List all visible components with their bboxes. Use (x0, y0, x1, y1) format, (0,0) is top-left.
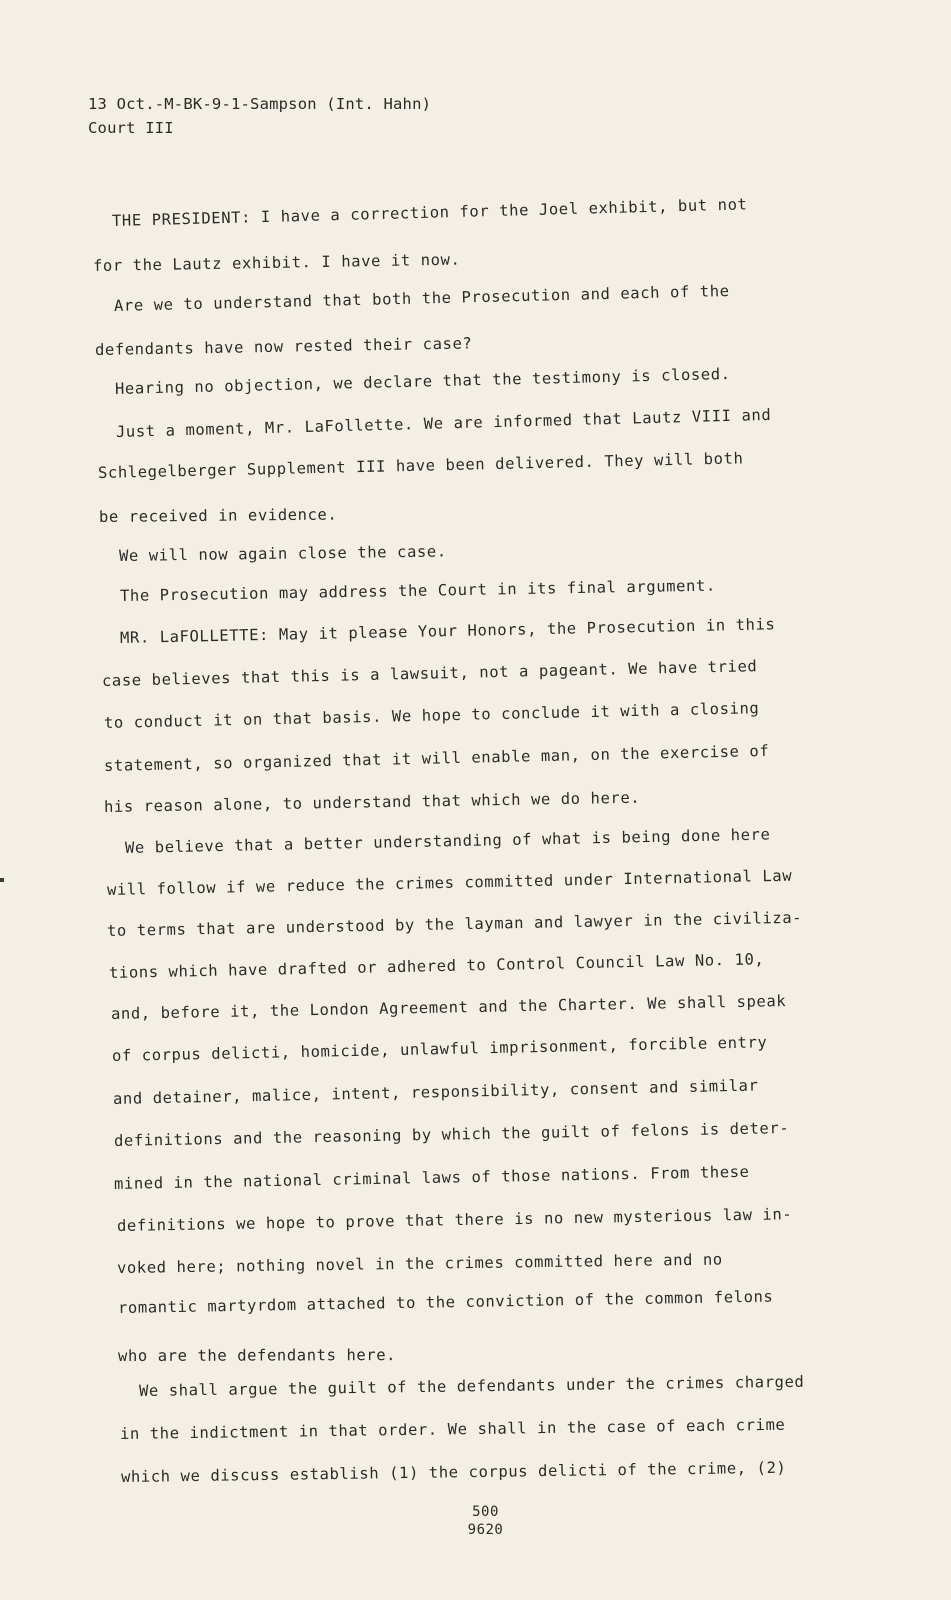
text-line: be received in evidence. (98, 505, 338, 526)
text-line: tions which have drafted or adhered to Control Council Law No. 10, (108, 950, 765, 982)
text-line: Are we to understand that both the Prosecution and each of the (113, 281, 730, 315)
text-line: We shall argue the guilt of the defendants under the crimes charged (138, 1372, 805, 1400)
header-court: Court III (88, 119, 174, 137)
text-line: who are the defendants here. (117, 1346, 397, 1365)
header-reference: 13 Oct.-M-BK-9-1-Sampson (Int. Hahn) (88, 95, 432, 113)
text-line: The Prosecution may address the Court in its final argument. (119, 576, 716, 605)
text-line: and, before it, the London Agreement and the Charter. We shall speak (110, 992, 787, 1023)
text-line: We will now again close the case. (118, 542, 447, 565)
margin-mark (0, 878, 4, 882)
text-line: definitions we hope to prove that there is no new mysterious law in- (116, 1205, 793, 1235)
text-line: of corpus delicti, homicide, unlawful imprisonment, forcible entry (111, 1033, 768, 1065)
text-line: THE PRESIDENT: I have a correction for the Joel exhibit, but not (111, 195, 748, 230)
text-line: definitions and the reasoning by which the guilt of felons is deter- (113, 1119, 790, 1150)
text-line: mined in the national criminal laws of those nations. From these (113, 1162, 750, 1193)
text-line: Hearing no objection, we declare that the testimony is closed. (114, 364, 731, 398)
text-line: which we discuss establish (1) the corpus delicti of the crime, (2) (120, 1458, 787, 1486)
text-line: will follow if we reduce the crimes committed under International Law (106, 866, 793, 899)
text-line: in the indictment in that order. We shall in the case of each crime (119, 1415, 786, 1443)
text-line: case believes that this is a lawsuit, not a pageant. We have tried (101, 657, 758, 690)
text-line: romantic martyrdom attached to the conviction of the common felons (117, 1287, 774, 1317)
document-header (88, 92, 431, 140)
text-line: his reason alone, to understand that which we do here. (103, 788, 641, 816)
text-line: to conduct it on that basis. We hope to conclude it with a closing (103, 699, 760, 732)
text-line: defendants have now rested their case? (94, 334, 473, 359)
text-line: for the Lautz exhibit. I have it now. (92, 250, 461, 275)
text-line: and detainer, malice, intent, responsibility, consent and similar (112, 1076, 759, 1108)
text-line: We believe that a better understanding of what is being done here (124, 825, 771, 857)
page-number: 9620 (467, 1522, 504, 1538)
text-line: statement, so organized that it will enable man, on the exercise of (103, 741, 770, 775)
text-line: Just a moment, Mr. LaFollette. We are informed that Lautz VIII and (115, 405, 772, 441)
text-line: Schlegelberger Supplement III have been delivered. They will both (97, 449, 744, 482)
text-line: to terms that are understood by the layman and lawyer in the civiliza- (106, 908, 803, 940)
page-footer-small: 500 (472, 1504, 499, 1520)
text-line: MR. LaFOLLETTE: May it please Your Honors, the Prosecution in this (119, 615, 776, 647)
text-line: voked here; nothing novel in the crimes committed here and no (116, 1250, 723, 1277)
